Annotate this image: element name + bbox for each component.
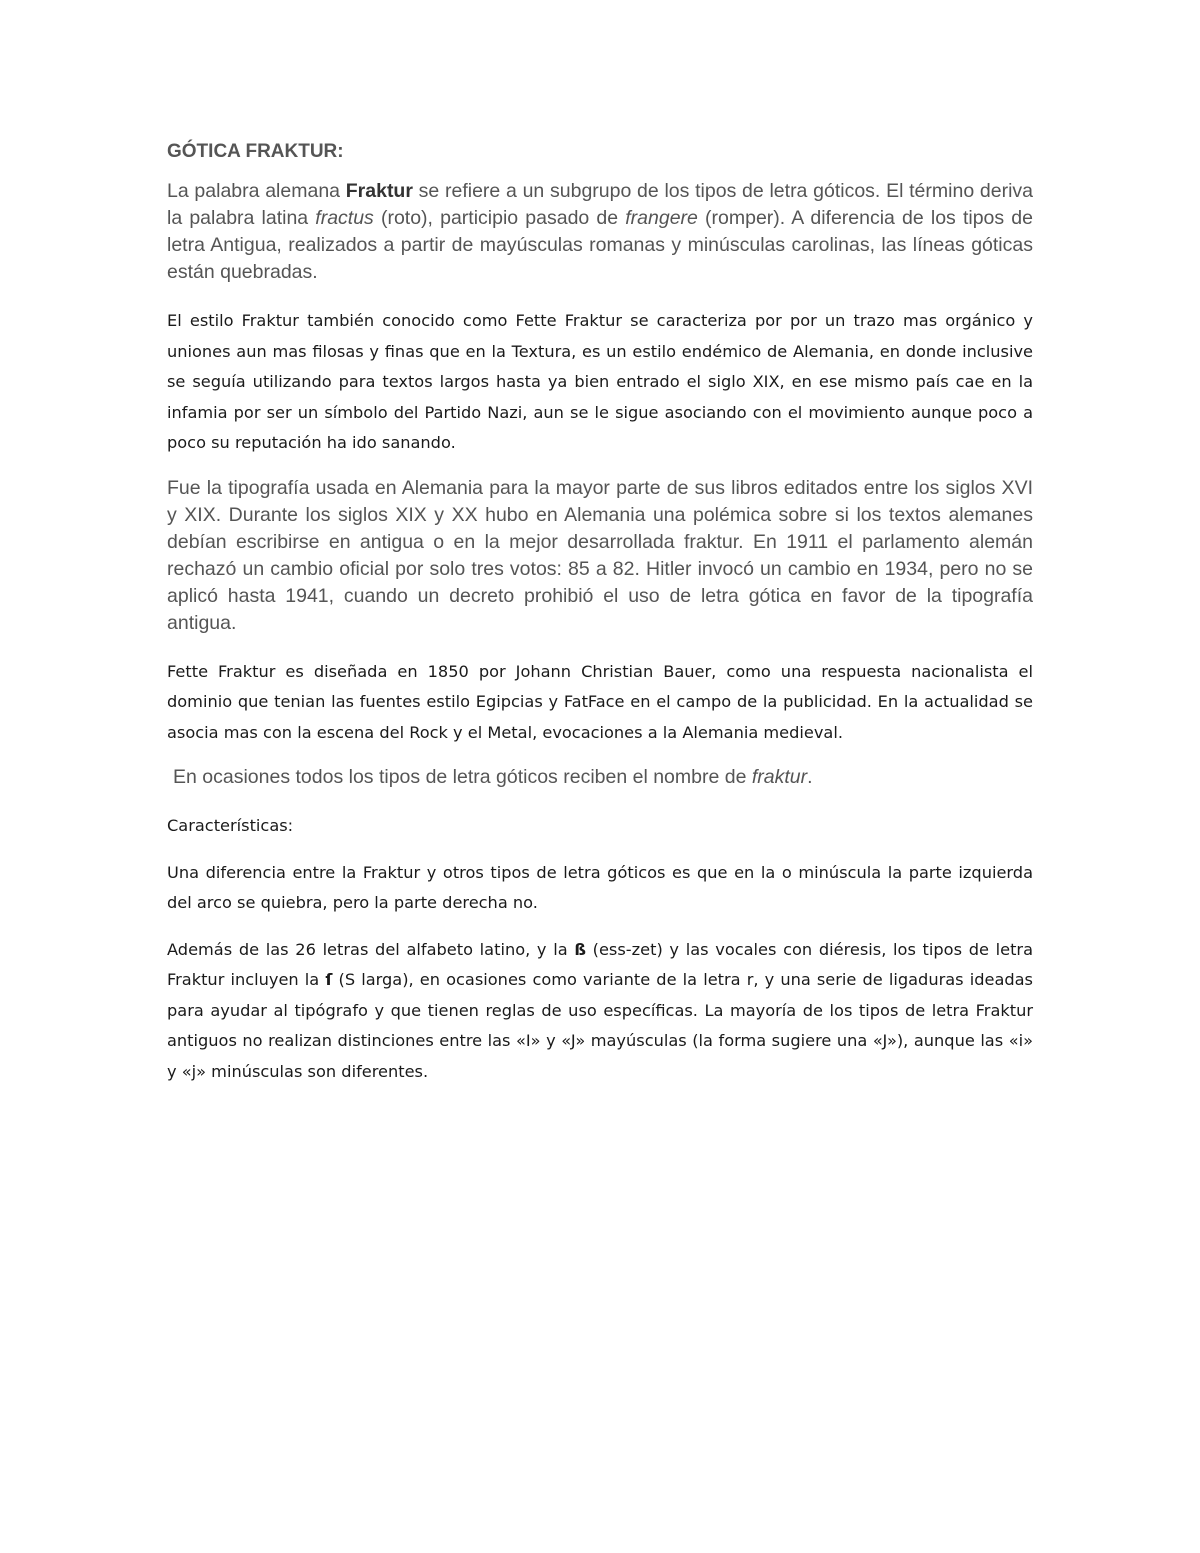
p7-text-c: (ess-zet) y las vocales con diéresis, los tipos de letra Fraktur incluyen la	[167, 939, 1033, 989]
paragraph-history: Fue la tipografía usada en Alemania para la mayor parte de sus libros editados entre los siglos XVI y XIX. Durante los siglos XIX y XX hubo en Alemania una polémica sobre si los textos alemanes debían escribirse en antigua o en la mejor desarrollada fraktur. En 1911 el parlamento alemán rechazó un cambio oficial por solo tres votos: 85 a 82. Hitler invocó un cambio en 1934, pero no se aplicó hasta 1941, cuando un decreto prohibió el uso de letra gótica en favor de la tipografía antigua.	[167, 476, 1033, 634]
p1-italic-fractus: fractus	[315, 207, 374, 229]
p1-text-c: se refiere a un subgrupo de los tipos de letra góticos. El término deriva la palabra latina	[167, 180, 1034, 229]
paragraph-letters	[167, 935, 1033, 1088]
p7-bold-eszett: ß	[574, 939, 586, 959]
p5-text-b: .	[807, 766, 813, 788]
characteristics-heading: Características:	[167, 816, 294, 835]
p1-text-a: La palabra alemana	[167, 180, 346, 202]
paragraph-fraktur-name	[167, 764, 1033, 791]
paragraph-o-difference: Una diferencia entre la Fraktur y otros tipos de letra góticos es que en la o minúscula la parte izquierda del arco se quiebra, pero la parte derecha no.	[167, 862, 1033, 912]
p7-text-a: Además de las 26 letras del alfabeto latino, y la	[167, 939, 575, 959]
p5-italic-fraktur: fraktur	[751, 766, 808, 788]
p7-text-d: (S larga), en ocasiones como variante de la letra r, y una serie de ligaduras ideadas para ayudar al tipógrafo y que tienen reglas de uso específicas. La mayoría de los tipos de letra Fraktur antiguos no realizan distinciones entre las «I» y «J» mayúsculas (la forma sugiere una «J»), aunque las «i» y «j» minúsculas son diferentes.	[167, 970, 1033, 1081]
document-heading: GÓTICA FRAKTUR:	[167, 141, 344, 162]
p7-bold-long-s: ſ	[325, 970, 333, 989]
paragraph-fraktur-definition	[167, 178, 1033, 286]
paragraph-fette-fraktur-design: Fette Fraktur es diseñada en 1850 por Johann Christian Bauer, como una respuesta nacionalista el dominio que tenian las fuentes estilo Egipcias y FatFace en el campo de la publicidad. En la actualidad se asocia mas con la escena del Rock y el Metal, evocaciones a la Alemania medieval.	[167, 661, 1033, 742]
p1-text-e: (romper). A diferencia de los tipos de letra Antigua, realizados a partir de mayúsculas romanas y minúsculas carolinas, las líneas góticas están quebradas.	[167, 207, 1033, 283]
p1-italic-frangere: frangere	[625, 207, 698, 229]
p1-text-d: (roto), participio pasado de	[373, 207, 626, 229]
document-page	[167, 138, 1033, 1103]
p1-bold-fraktur: Fraktur	[345, 180, 413, 202]
paragraph-fette-fraktur-style: El estilo Fraktur también conocido como Fette Fraktur se caracteriza por por un trazo mas orgánico y uniones aun mas filosas y finas que en la Textura, es un estilo endémico de Alemania, en donde inclusive se seguía utilizando para textos largos hasta ya bien entrado el siglo XIX, en ese mismo país cae en la infamia por ser un símbolo del Partido Nazi, aun se le sigue asociando con el movimiento aunque poco a poco su reputación ha ido sanando.	[167, 311, 1033, 452]
p5-text-a: En ocasiones todos los tipos de letra góticos reciben el nombre de	[173, 766, 752, 788]
